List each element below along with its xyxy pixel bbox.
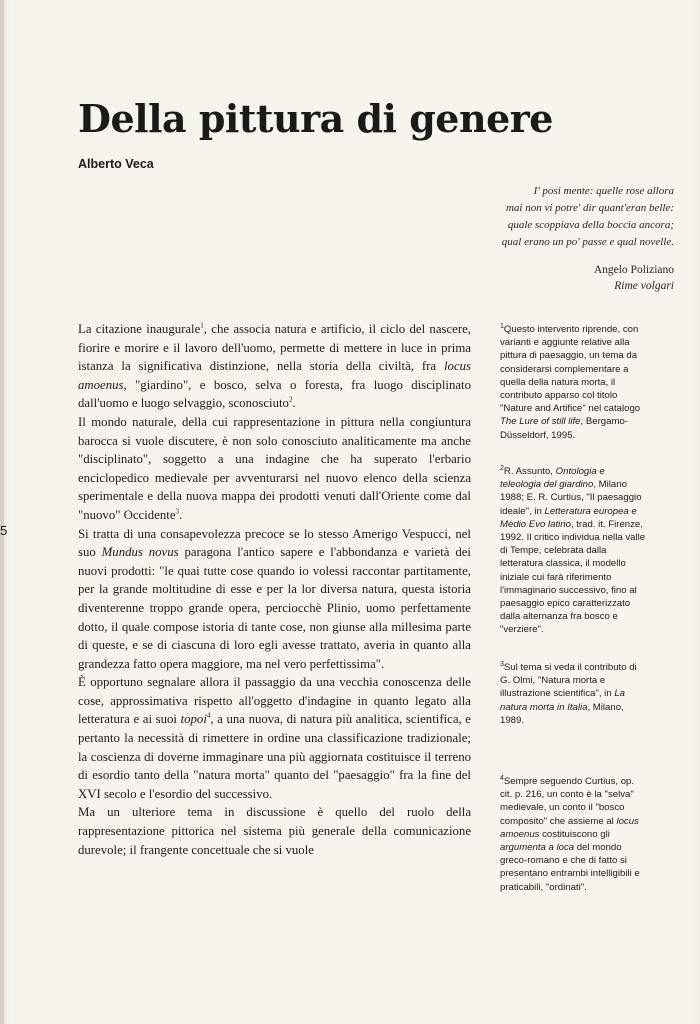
text-run: , Bergamo-Düsseldorf, 1995. xyxy=(500,416,628,441)
footnote-number: 4 xyxy=(500,774,504,782)
epigraph-line: mai non vi potre' dir quant'eran belle: xyxy=(505,202,674,214)
text-run: , trad. it. Firenze, 1992. Il critico individua nella valle di Tempe, celebrata dalla letteratura classica, il modello iniziale cui farà riferimento l'immaginario successivo, fino al paesaggio epico caratterizzato dalla alternanza fra bosco e "verziere". xyxy=(500,518,646,636)
text-run: , Milano, 1989. xyxy=(500,701,624,726)
body-paragraph xyxy=(78,803,471,859)
italic-term: locus amoenus xyxy=(500,815,639,840)
text-run: , Milano 1988; E. R. Curtius, "Il paesaggio ideale", in xyxy=(500,479,642,517)
footnote-number: 1 xyxy=(500,322,504,330)
epigraph xyxy=(374,183,674,251)
italic-term: Mundus novus xyxy=(101,545,179,560)
footnote xyxy=(500,775,648,894)
epigraph-source: Rime volgari xyxy=(614,280,674,292)
body-paragraph xyxy=(78,320,471,413)
text-run: . xyxy=(292,396,296,411)
epigraph-line: qual erano un po' passe e qual novelle. xyxy=(501,236,674,248)
body-paragraph xyxy=(78,413,471,525)
text-run: Sempre seguendo Curtius, op. cit. p. 216, un conto è la "selva" medievale, un conto il "bosco composito" che assieme al xyxy=(500,776,635,827)
text-run: , che associa natura e artificio, il ciclo del nascere, fiorire e morire e il lavoro dell'uomo, permette di mettere in luce in prima istanza la significativa distinzione, nella storia della civiltà, fra xyxy=(78,322,471,374)
italic-term: La natura morta in Italia xyxy=(500,688,625,713)
text-run: costituiscono gli xyxy=(539,828,610,840)
text-run: . xyxy=(179,507,183,522)
line-number-marker: 5 xyxy=(0,523,8,538)
text-run: paragona l'antico sapere e l'abbondanza e varietà dei nuovi prodotti: "le quai tutte cose quando io volessi raccontar partitamente, per la grande moltitudine di esse e per la lor diversa natura, questa istoria diventerenne troppo grande opera, perciocchè Plinio, uomo perfettamente dotto, il quale compose istoria di tante cose, non giunse alla millesima parte di queste, e se di ciascuna di loro egli avesse trattato, averia in quanto alla grandezza fatto opera maggiore, ma nel vero perfettissima". xyxy=(78,545,471,671)
text-run: Sul tema si veda il contributo di G. Olmi, "Natura morta e illustrazione scientifica", in xyxy=(500,662,637,700)
footnote-ref: 1 xyxy=(200,321,204,330)
text-run: È opportuno segnalare allora il passaggio da una vecchia conoscenza delle cose, approssimativa rispetto all'oggetto d'indagine in quanto legato alla letteratura e ai suoi xyxy=(78,675,471,727)
epigraph-attribution xyxy=(414,262,674,294)
footnote-ref: 4 xyxy=(206,712,211,721)
italic-term: Ontologia e teleologia del giardino xyxy=(500,466,605,491)
italic-term: locus amoenus xyxy=(78,359,471,392)
text-run: del mondo greco-romano e che di fatto si presentano entrambi intelligibili e praticabili, "ordinati". xyxy=(500,842,640,893)
epigraph-author: Angelo Poliziano xyxy=(593,264,674,276)
footnote xyxy=(500,661,648,727)
italic-term: argumenta a loca xyxy=(500,842,575,854)
body-paragraph xyxy=(78,673,471,803)
epigraph-line: quale scoppiava della boccia ancora; xyxy=(507,219,674,231)
text-run: Questo intervento riprende, con varianti e aggiunte relative alla pittura di paesaggio, un tema da considerarsi complementare a quella della natura morta, il contributo apparso col titolo "Nature and Artifice" nel catalogo xyxy=(500,324,641,415)
footnote-number: 2 xyxy=(500,464,504,472)
footnote-ref: 2 xyxy=(288,396,293,405)
author-name: Alberto Veca xyxy=(78,157,154,171)
footnote-ref: 3 xyxy=(175,507,180,516)
footnote xyxy=(500,323,648,442)
body-paragraph xyxy=(78,525,471,674)
text-run: , "giardino", e bosco, selva o foresta, fra luogo disciplinato dall'uomo e luogo selvaggio, sconosciuto xyxy=(78,377,471,411)
italic-term: The Lure of still life xyxy=(500,416,581,428)
text-run: Il mondo naturale, della cui rappresentazione in pittura nella congiuntura barocca si vuole discutere, è non solo conosciuto analiticamente ma anche "disciplinato", soggetto a una indagine che ha superato l'erbario enciclopedico medievale per avventurarsi nel nuovo elenco della scienza sperimentale e della nuova mappa dei prodotti venuti dall'Oriente come dal "nuovo" Occidente xyxy=(78,414,471,522)
text-run: Si tratta di una consapevolezza precoce se lo stesso Amerigo Vespucci, nel suo xyxy=(78,526,471,560)
footnote-number: 3 xyxy=(500,660,504,668)
italic-term: Letteratura europea e Medio Evo latino xyxy=(500,505,637,530)
body-text xyxy=(78,320,471,859)
text-run: R. Assunto, xyxy=(503,466,556,477)
page-binding-edge xyxy=(0,0,4,1024)
italic-term: topoi xyxy=(180,712,207,727)
text-run: La citazione inaugurale xyxy=(78,322,201,336)
text-run: Ma un ulteriore tema in discussione è quello del ruolo della rappresentazione pittorica nel sistema più generale della comunicazione durevole; il frangente concettuale che si vuole xyxy=(78,805,471,857)
article-title: Della pittura di genere xyxy=(78,96,553,141)
footnote xyxy=(500,465,648,637)
text-run: , a una nuova, di natura più analitica, scientifica, e pertanto la necessità di rimettere in ordine una classificazione tradizionale; la coscienza di doverne immaginare una più aggiornata costituisce il terreno di esordio tanto della "natura morta" quanto del "paesaggio" fra la fine del XVI secolo e l'esordio del successivo. xyxy=(78,712,471,801)
epigraph-line: I' posi mente: quelle rose allora xyxy=(533,185,674,197)
